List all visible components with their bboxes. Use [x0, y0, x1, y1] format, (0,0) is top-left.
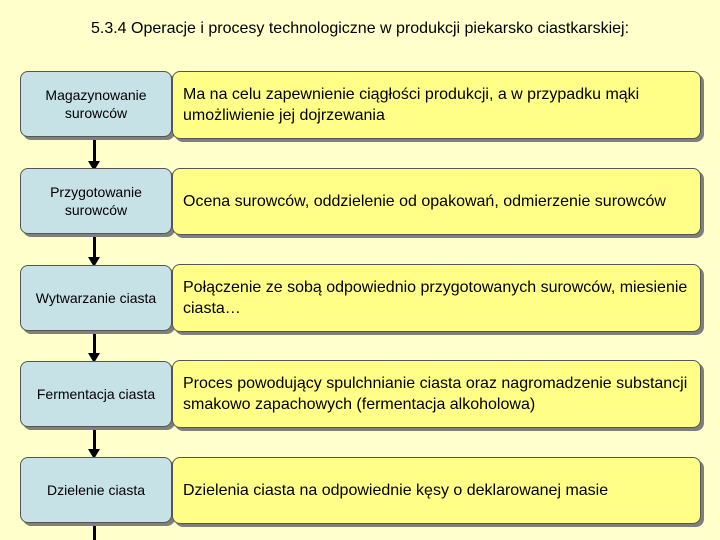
- description-dzielenie: [172, 457, 701, 524]
- flow-connector: [93, 522, 96, 540]
- description-magazynowanie: [172, 71, 701, 139]
- flow-connector: [93, 330, 96, 355]
- step-fermentacja: [20, 361, 172, 427]
- step-label: Fermentacja ciasta: [36, 386, 156, 402]
- step-label: Magazynowanie surowców: [45, 87, 147, 121]
- description-text: Dzielenia ciasta na odpowiednie kęsy o deklarowanej masie: [183, 482, 609, 499]
- slide-title: 5.3.4 Operacje i procesy technologiczne w produkcji piekarsko ciastkarskiej:: [90, 20, 630, 37]
- description-text: Ma na celu zapewnienie ciągłości produkcji, a w przypadku mąki umożliwienie jej dojrzewania: [183, 86, 640, 124]
- step-label: Wytwarzanie ciasta: [35, 290, 157, 306]
- description-text: Proces powodujący spulchnianie ciasta oraz nagromadzenie substancji smakowo zapachowych (fermentacja alkoholowa): [183, 375, 688, 413]
- step-label: Dzielenie ciasta: [46, 482, 146, 498]
- description-wytwarzanie: [172, 264, 701, 332]
- step-wytwarzanie: [20, 265, 172, 331]
- description-text: Połączenie ze sobą odpowiednio przygotowanych surowców, miesienie ciasta…: [183, 279, 688, 317]
- step-przygotowanie: [20, 168, 172, 234]
- flow-connector: [93, 426, 96, 451]
- flow-connector: [93, 137, 96, 163]
- description-przygotowanie: [172, 168, 701, 235]
- description-text: Ocena surowców, oddzielenie od opakowań, odmierzenie surowców: [183, 193, 666, 210]
- flow-connector: [93, 234, 96, 259]
- step-dzielenie: [20, 457, 172, 523]
- description-fermentacja: [172, 360, 701, 428]
- step-magazynowanie: [20, 71, 172, 137]
- step-label: Przygotowanie surowców: [50, 184, 142, 218]
